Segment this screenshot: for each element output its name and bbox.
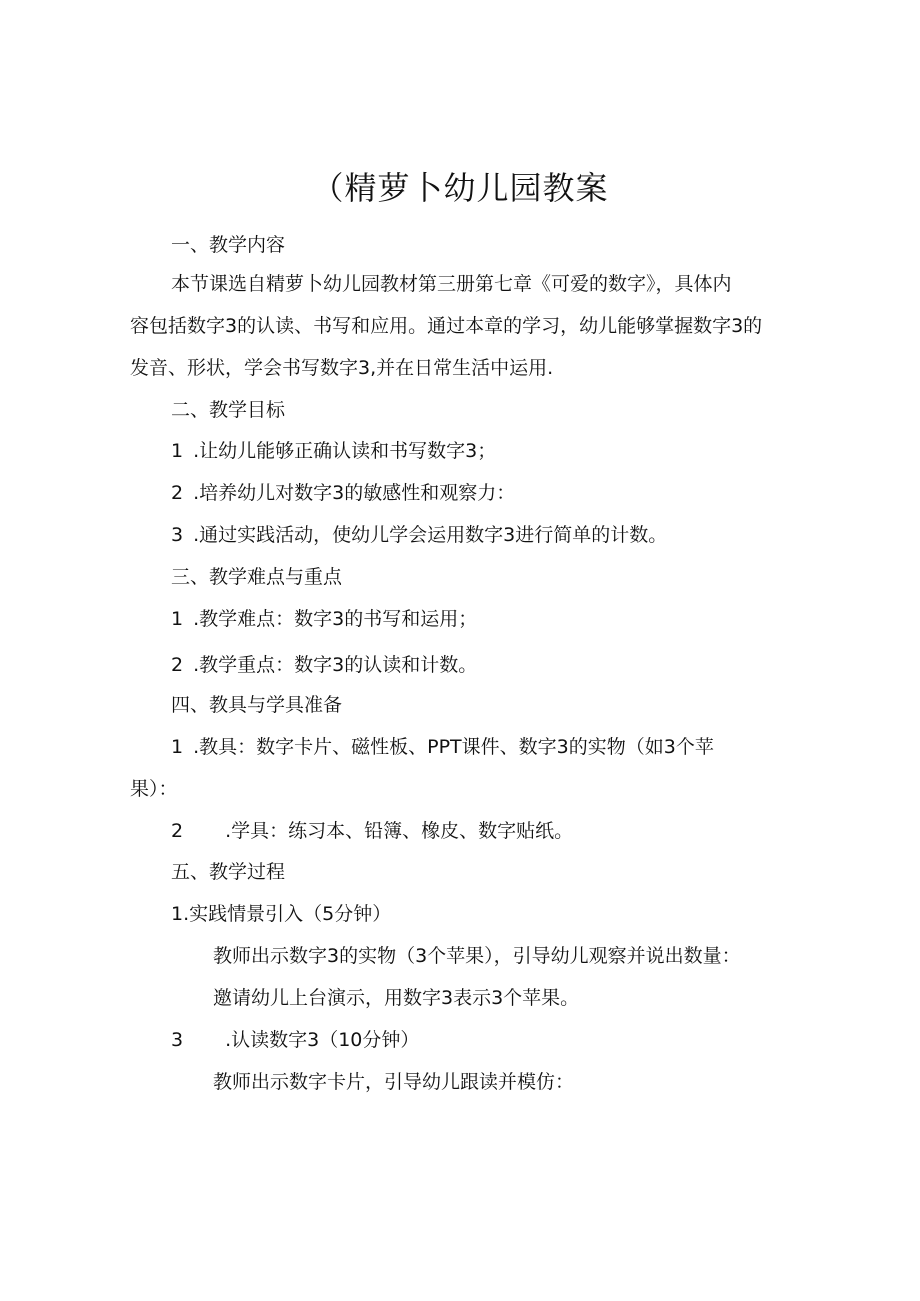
process-step-detail: 邀请幼儿上台演示，用数字3表示3个苹果。: [213, 987, 580, 1009]
list-item: [171, 606, 477, 632]
list-item-text: .教学难点：数字3的书写和运用；: [193, 608, 478, 630]
list-item-text: .让幼儿能够正确认读和书写数字3；: [193, 440, 497, 462]
process-step-detail: 教师出示数字3的实物（3个苹果），引导幼儿观察并说出数量：: [213, 945, 741, 967]
list-item-number: 2: [171, 654, 184, 676]
list-item-number: 3: [171, 1029, 184, 1051]
paragraph-line: 本节课选自精萝卜幼儿园教材第三册第七章《可爱的数字》，具体内: [171, 273, 732, 295]
list-item: [171, 522, 667, 548]
section-heading-teaching-process: 五、教学过程: [171, 861, 286, 883]
list-item-number: 3: [171, 524, 184, 546]
paragraph-line: 容包括数字3的认读、书写和应用。通过本章的学习，幼儿能够掌握数字3的: [130, 315, 763, 337]
document-title: （精萝卜幼儿园教案: [311, 169, 609, 207]
list-item: [171, 734, 714, 760]
list-item-number: 1: [171, 440, 184, 462]
section-heading-teaching-content: 一、教学内容: [171, 234, 286, 256]
list-item-text: .培养幼儿对数字3的敏感性和观察力：: [193, 482, 516, 504]
list-item-text: .学具：练习本、铅簿、橡皮、数字贴纸。: [225, 820, 574, 842]
section-heading-teaching-goals: 二、教学目标: [171, 399, 286, 421]
process-step-detail: 教师出示数字卡片，引导幼儿跟读并模仿：: [213, 1071, 575, 1093]
list-item: [171, 818, 573, 844]
list-item-number: 1: [171, 608, 184, 630]
section-heading-materials: 四、教具与学具准备: [171, 694, 343, 716]
list-item-continuation: 果）：: [130, 778, 178, 800]
section-heading-difficulties: 三、教学难点与重点: [171, 566, 343, 588]
list-item-number: 1: [171, 736, 184, 758]
list-item-text: .教学重点：数字3的认读和计数。: [193, 654, 478, 676]
list-item-number: 2: [171, 482, 184, 504]
process-step: 1.实践情景引入（5分钟）: [171, 903, 392, 925]
list-item-text: .教具：数字卡片、磁性板、PPT课件、数字3的实物（如3个苹: [193, 736, 714, 758]
list-item: [171, 480, 515, 506]
list-item: [171, 652, 477, 678]
list-item: [171, 438, 496, 464]
paragraph-line: 发音、形状，学会书写数字3,并在日常生活中运用.: [130, 357, 554, 379]
list-item-text: .通过实践活动，使幼儿学会运用数字3进行简单的计数。: [193, 524, 668, 546]
list-item-text: .认读数字3（10分钟）: [225, 1029, 420, 1051]
process-step: [171, 1027, 419, 1053]
list-item-number: 2: [171, 820, 184, 842]
